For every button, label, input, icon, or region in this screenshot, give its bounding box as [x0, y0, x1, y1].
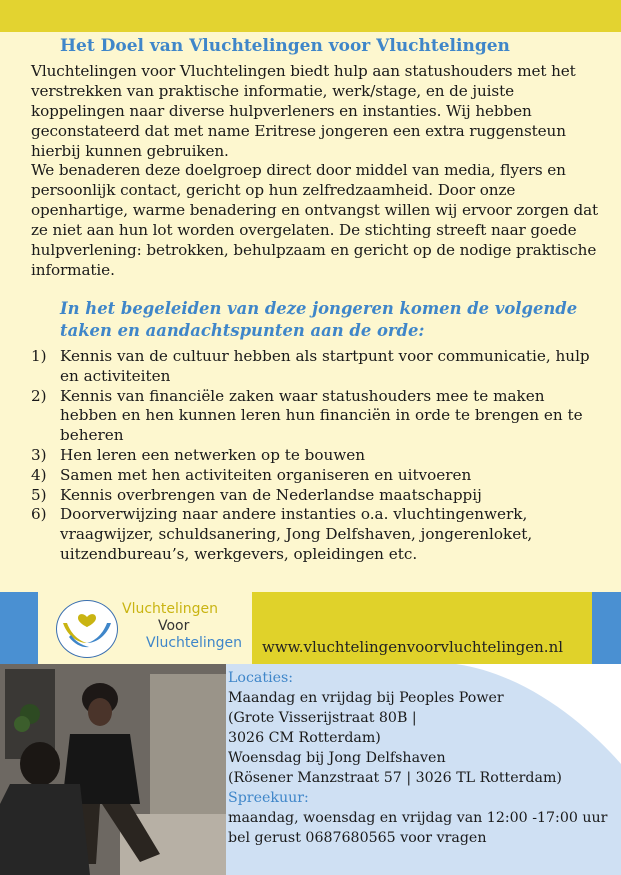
list-number: 3) [31, 445, 47, 464]
tasks-list [31, 347, 591, 565]
locations-label: Locaties: [228, 670, 294, 686]
list-item-text: Samen met hen activiteiten organiseren en uitvoeren [60, 465, 472, 484]
list-item [31, 446, 591, 466]
logo-line-2: Voor [158, 618, 190, 634]
logo-band [0, 592, 621, 664]
bottom-section [0, 664, 621, 875]
location-line: (Rösener Manzstraat 57 | 3026 TL Rotterdam) [228, 770, 562, 786]
page-title: Het Doel van Vluchtelingen voor Vluchtelingen [60, 36, 510, 56]
mentoring-photo [0, 664, 226, 875]
right-blue-stripe [592, 592, 621, 664]
list-item-text: Kennis van financiële zaken waar statushouders mee te maken hebben en hen kunnen leren hun financiën in orde te brengen en te beheren [60, 386, 583, 445]
location-line: (Grote Visserijstraat 80B | [228, 710, 417, 726]
list-item [31, 505, 591, 564]
list-number: 6) [31, 505, 47, 524]
location-line: Maandag en vrijdag bij Peoples Power [228, 690, 504, 706]
intro-paragraph: Vluchtelingen voor Vluchtelingen biedt hulp aan statushouders met het verstrekken van praktische informatie, werk/stage, en de juiste koppelingen naar diverse hulpverleners en instanties. Wij hebben geconstateerd dat met name Eritrese jongeren een extra ruggensteun hierbij kunnen gebruiken. [31, 62, 576, 160]
location-line: 3026 CM Rotterdam) [228, 730, 381, 746]
list-item-text: Doorverwijzing naar andere instanties o.a. vluchtingenwerk, vraagwijzer, schuldsanering, Jong Delfshaven, jongerenloket, uitzendbureau’s, werkgevers, opleidingen etc. [60, 505, 533, 563]
list-number: 1) [31, 347, 47, 365]
logo [38, 592, 252, 664]
list-item [31, 387, 591, 446]
left-blue-stripe [0, 592, 38, 664]
list-number: 4) [31, 465, 47, 484]
logo-wordmark [122, 601, 242, 652]
logo-line-3: Vluchtelingen [146, 635, 243, 651]
phone-line: bel gerust 0687680565 voor vragen [228, 830, 487, 846]
spreekuur-line: maandag, woensdag en vrijdag van 12:00 -17:00 uur [228, 810, 608, 826]
approach-paragraph: We benaderen deze doelgroep direct door middel van media, flyers en persoonlijk contact, gericht op hun zelfredzaamheid. Door onze openhartige, warme benadering en ontvangst willen wij ervoor zorgen dat ze niet aan hun lot worden overgelaten. De stichting streeft naar goede hulpverlening: betrokken, behulpzaam en gericht op de nodige praktische informatie. [31, 161, 599, 279]
contact-info [228, 668, 608, 848]
list-item-text: Kennis overbrengen van de Nederlandse maatschappij [60, 485, 482, 504]
hands-logo-icon [56, 600, 118, 658]
location-line: Woensdag bij Jong Delfshaven [228, 750, 446, 766]
list-item-text: Hen leren een netwerken op te bouwen [60, 445, 366, 464]
spreekuur-label: Spreekuur: [228, 790, 309, 806]
list-item [31, 347, 591, 387]
list-item-text: Kennis van de cultuur hebben als startpunt voor communicatie, hulp en activiteiten [60, 347, 590, 385]
top-yellow-bar [0, 0, 621, 32]
list-number: 5) [31, 485, 47, 504]
list-item [31, 466, 591, 486]
website-link[interactable]: www.vluchtelingenvoorvluchtelingen.nl [262, 638, 564, 656]
list-number: 2) [31, 386, 47, 405]
tasks-subheading: In het begeleiden van deze jongeren komen de volgende taken en aandachtspunten aan de orde: [60, 299, 578, 340]
list-item [31, 486, 591, 506]
logo-line-1: Vluchtelingen [122, 601, 219, 617]
contact-panel [226, 664, 621, 875]
